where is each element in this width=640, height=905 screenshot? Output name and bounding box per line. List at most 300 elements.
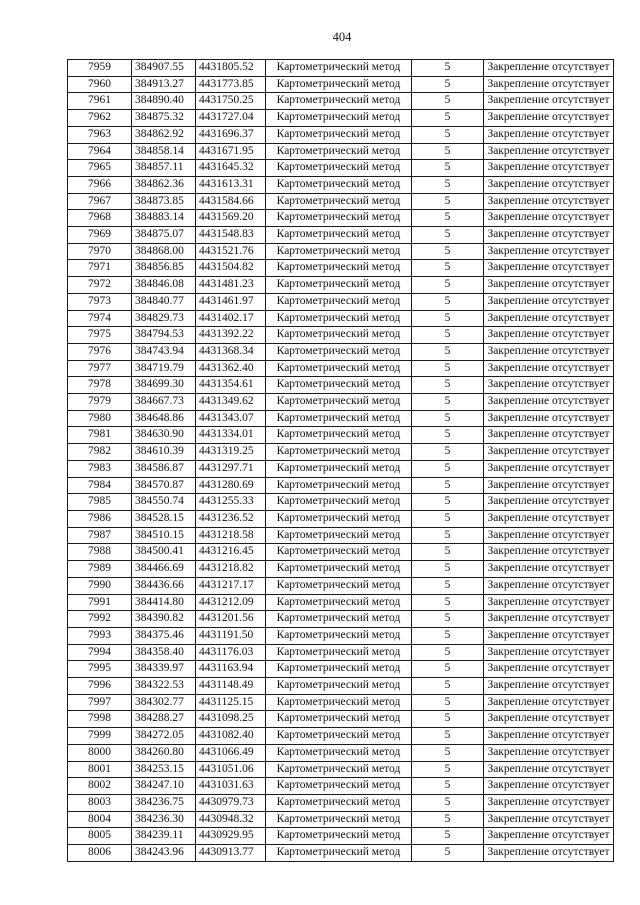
x-coordinate-cell: 384907.55 xyxy=(132,60,196,77)
accuracy-cell: 5 xyxy=(412,160,484,177)
point-number-cell: 8005 xyxy=(68,828,132,845)
y-coordinate-cell: 4431349.62 xyxy=(196,394,266,411)
table-row xyxy=(68,828,614,845)
x-coordinate-cell: 384868.00 xyxy=(132,243,196,260)
x-coordinate-cell: 384857.11 xyxy=(132,160,196,177)
fixation-cell: Закрепление отсутствует xyxy=(484,260,614,277)
x-coordinate-cell: 384586.87 xyxy=(132,460,196,477)
point-number-cell: 7963 xyxy=(68,126,132,143)
point-number-cell: 7961 xyxy=(68,93,132,110)
table-row xyxy=(68,627,614,644)
y-coordinate-cell: 4431548.83 xyxy=(196,227,266,244)
accuracy-cell: 5 xyxy=(412,694,484,711)
y-coordinate-cell: 4431148.49 xyxy=(196,678,266,695)
y-coordinate-cell: 4431521.76 xyxy=(196,243,266,260)
table-row xyxy=(68,327,614,344)
accuracy-cell: 5 xyxy=(412,794,484,811)
y-coordinate-cell: 4431696.37 xyxy=(196,126,266,143)
fixation-cell: Закрепление отсутствует xyxy=(484,210,614,227)
x-coordinate-cell: 384840.77 xyxy=(132,293,196,310)
x-coordinate-cell: 384260.80 xyxy=(132,744,196,761)
fixation-cell: Закрепление отсутствует xyxy=(484,728,614,745)
y-coordinate-cell: 4431773.85 xyxy=(196,76,266,93)
method-cell: Картометрический метод xyxy=(266,176,412,193)
accuracy-cell: 5 xyxy=(412,76,484,93)
y-coordinate-cell: 4431613.31 xyxy=(196,176,266,193)
point-number-cell: 7985 xyxy=(68,494,132,511)
x-coordinate-cell: 384528.15 xyxy=(132,510,196,527)
table-row xyxy=(68,110,614,127)
y-coordinate-cell: 4431671.95 xyxy=(196,143,266,160)
x-coordinate-cell: 384253.15 xyxy=(132,761,196,778)
method-cell: Картометрический метод xyxy=(266,76,412,93)
fixation-cell: Закрепление отсутствует xyxy=(484,594,614,611)
point-number-cell: 8004 xyxy=(68,811,132,828)
table-row xyxy=(68,160,614,177)
fixation-cell: Закрепление отсутствует xyxy=(484,510,614,527)
method-cell: Картометрический метод xyxy=(266,193,412,210)
method-cell: Картометрический метод xyxy=(266,761,412,778)
table-row xyxy=(68,93,614,110)
y-coordinate-cell: 4431569.20 xyxy=(196,210,266,227)
method-cell: Картометрический метод xyxy=(266,644,412,661)
table-row xyxy=(68,644,614,661)
fixation-cell: Закрепление отсутствует xyxy=(484,678,614,695)
point-number-cell: 8006 xyxy=(68,845,132,862)
point-number-cell: 7981 xyxy=(68,427,132,444)
table-row xyxy=(68,594,614,611)
coordinates-table xyxy=(67,59,614,862)
y-coordinate-cell: 4431297.71 xyxy=(196,460,266,477)
point-number-cell: 8002 xyxy=(68,778,132,795)
accuracy-cell: 5 xyxy=(412,427,484,444)
x-coordinate-cell: 384667.73 xyxy=(132,394,196,411)
table-row xyxy=(68,694,614,711)
method-cell: Картометрический метод xyxy=(266,210,412,227)
fixation-cell: Закрепление отсутствует xyxy=(484,176,614,193)
y-coordinate-cell: 4431402.17 xyxy=(196,310,266,327)
accuracy-cell: 5 xyxy=(412,110,484,127)
point-number-cell: 7976 xyxy=(68,343,132,360)
y-coordinate-cell: 4431354.61 xyxy=(196,377,266,394)
x-coordinate-cell: 384846.08 xyxy=(132,277,196,294)
fixation-cell: Закрепление отсутствует xyxy=(484,845,614,862)
y-coordinate-cell: 4431805.52 xyxy=(196,60,266,77)
y-coordinate-cell: 4431392.22 xyxy=(196,327,266,344)
x-coordinate-cell: 384436.66 xyxy=(132,577,196,594)
y-coordinate-cell: 4430948.32 xyxy=(196,811,266,828)
point-number-cell: 7982 xyxy=(68,444,132,461)
accuracy-cell: 5 xyxy=(412,510,484,527)
x-coordinate-cell: 384236.75 xyxy=(132,794,196,811)
y-coordinate-cell: 4431750.25 xyxy=(196,93,266,110)
x-coordinate-cell: 384239.11 xyxy=(132,828,196,845)
table-row xyxy=(68,444,614,461)
fixation-cell: Закрепление отсутствует xyxy=(484,494,614,511)
method-cell: Картометрический метод xyxy=(266,561,412,578)
table-row xyxy=(68,494,614,511)
x-coordinate-cell: 384414.80 xyxy=(132,594,196,611)
accuracy-cell: 5 xyxy=(412,343,484,360)
y-coordinate-cell: 4431201.56 xyxy=(196,611,266,628)
method-cell: Картометрический метод xyxy=(266,460,412,477)
y-coordinate-cell: 4431125.15 xyxy=(196,694,266,711)
fixation-cell: Закрепление отсутствует xyxy=(484,160,614,177)
x-coordinate-cell: 384500.41 xyxy=(132,544,196,561)
x-coordinate-cell: 384243.96 xyxy=(132,845,196,862)
fixation-cell: Закрепление отсутствует xyxy=(484,611,614,628)
y-coordinate-cell: 4431216.45 xyxy=(196,544,266,561)
method-cell: Картометрический метод xyxy=(266,227,412,244)
x-coordinate-cell: 384862.36 xyxy=(132,176,196,193)
point-number-cell: 7975 xyxy=(68,327,132,344)
accuracy-cell: 5 xyxy=(412,711,484,728)
point-number-cell: 7984 xyxy=(68,477,132,494)
fixation-cell: Закрепление отсутствует xyxy=(484,143,614,160)
point-number-cell: 7970 xyxy=(68,243,132,260)
point-number-cell: 8003 xyxy=(68,794,132,811)
y-coordinate-cell: 4431191.50 xyxy=(196,627,266,644)
method-cell: Картометрический метод xyxy=(266,110,412,127)
x-coordinate-cell: 384719.79 xyxy=(132,360,196,377)
fixation-cell: Закрепление отсутствует xyxy=(484,310,614,327)
y-coordinate-cell: 4431176.03 xyxy=(196,644,266,661)
table-row xyxy=(68,611,614,628)
accuracy-cell: 5 xyxy=(412,527,484,544)
table-row xyxy=(68,260,614,277)
y-coordinate-cell: 4431727.04 xyxy=(196,110,266,127)
x-coordinate-cell: 384875.32 xyxy=(132,110,196,127)
accuracy-cell: 5 xyxy=(412,410,484,427)
point-number-cell: 7966 xyxy=(68,176,132,193)
point-number-cell: 7978 xyxy=(68,377,132,394)
table-row xyxy=(68,310,614,327)
table-row xyxy=(68,243,614,260)
y-coordinate-cell: 4431343.07 xyxy=(196,410,266,427)
y-coordinate-cell: 4431481.23 xyxy=(196,277,266,294)
point-number-cell: 7974 xyxy=(68,310,132,327)
x-coordinate-cell: 384302.77 xyxy=(132,694,196,711)
coordinates-table-body xyxy=(68,60,614,862)
method-cell: Картометрический метод xyxy=(266,728,412,745)
fixation-cell: Закрепление отсутствует xyxy=(484,394,614,411)
fixation-cell: Закрепление отсутствует xyxy=(484,360,614,377)
x-coordinate-cell: 384390.82 xyxy=(132,611,196,628)
y-coordinate-cell: 4430979.73 xyxy=(196,794,266,811)
table-row xyxy=(68,377,614,394)
x-coordinate-cell: 384699.30 xyxy=(132,377,196,394)
point-number-cell: 7962 xyxy=(68,110,132,127)
y-coordinate-cell: 4430913.77 xyxy=(196,845,266,862)
accuracy-cell: 5 xyxy=(412,728,484,745)
y-coordinate-cell: 4431066.49 xyxy=(196,744,266,761)
table-row xyxy=(68,176,614,193)
x-coordinate-cell: 384862.92 xyxy=(132,126,196,143)
fixation-cell: Закрепление отсутствует xyxy=(484,644,614,661)
y-coordinate-cell: 4431212.09 xyxy=(196,594,266,611)
x-coordinate-cell: 384288.27 xyxy=(132,711,196,728)
fixation-cell: Закрепление отсутствует xyxy=(484,427,614,444)
method-cell: Картометрический метод xyxy=(266,527,412,544)
y-coordinate-cell: 4431645.32 xyxy=(196,160,266,177)
accuracy-cell: 5 xyxy=(412,661,484,678)
point-number-cell: 7980 xyxy=(68,410,132,427)
point-number-cell: 7969 xyxy=(68,227,132,244)
accuracy-cell: 5 xyxy=(412,644,484,661)
table-row xyxy=(68,126,614,143)
table-row xyxy=(68,427,614,444)
accuracy-cell: 5 xyxy=(412,544,484,561)
method-cell: Картометрический метод xyxy=(266,377,412,394)
accuracy-cell: 5 xyxy=(412,811,484,828)
x-coordinate-cell: 384466.69 xyxy=(132,561,196,578)
accuracy-cell: 5 xyxy=(412,243,484,260)
table-row xyxy=(68,394,614,411)
x-coordinate-cell: 384375.46 xyxy=(132,627,196,644)
method-cell: Картометрический метод xyxy=(266,343,412,360)
accuracy-cell: 5 xyxy=(412,143,484,160)
accuracy-cell: 5 xyxy=(412,260,484,277)
method-cell: Картометрический метод xyxy=(266,694,412,711)
method-cell: Картометрический метод xyxy=(266,611,412,628)
fixation-cell: Закрепление отсутствует xyxy=(484,243,614,260)
fixation-cell: Закрепление отсутствует xyxy=(484,527,614,544)
method-cell: Картометрический метод xyxy=(266,260,412,277)
fixation-cell: Закрепление отсутствует xyxy=(484,126,614,143)
fixation-cell: Закрепление отсутствует xyxy=(484,227,614,244)
point-number-cell: 8000 xyxy=(68,744,132,761)
fixation-cell: Закрепление отсутствует xyxy=(484,577,614,594)
x-coordinate-cell: 384322.53 xyxy=(132,678,196,695)
y-coordinate-cell: 4431218.82 xyxy=(196,561,266,578)
accuracy-cell: 5 xyxy=(412,494,484,511)
point-number-cell: 7988 xyxy=(68,544,132,561)
point-number-cell: 7972 xyxy=(68,277,132,294)
table-row xyxy=(68,711,614,728)
accuracy-cell: 5 xyxy=(412,377,484,394)
table-row xyxy=(68,193,614,210)
accuracy-cell: 5 xyxy=(412,778,484,795)
fixation-cell: Закрепление отсутствует xyxy=(484,93,614,110)
point-number-cell: 7973 xyxy=(68,293,132,310)
method-cell: Картометрический метод xyxy=(266,744,412,761)
fixation-cell: Закрепление отсутствует xyxy=(484,377,614,394)
point-number-cell: 7996 xyxy=(68,678,132,695)
x-coordinate-cell: 384648.86 xyxy=(132,410,196,427)
page-number: 404 xyxy=(332,30,352,44)
method-cell: Картометрический метод xyxy=(266,394,412,411)
x-coordinate-cell: 384630.90 xyxy=(132,427,196,444)
accuracy-cell: 5 xyxy=(412,193,484,210)
fixation-cell: Закрепление отсутствует xyxy=(484,627,614,644)
point-number-cell: 7997 xyxy=(68,694,132,711)
x-coordinate-cell: 384550.74 xyxy=(132,494,196,511)
point-number-cell: 7965 xyxy=(68,160,132,177)
accuracy-cell: 5 xyxy=(412,60,484,77)
method-cell: Картометрический метод xyxy=(266,93,412,110)
y-coordinate-cell: 4431217.17 xyxy=(196,577,266,594)
method-cell: Картометрический метод xyxy=(266,277,412,294)
x-coordinate-cell: 384358.40 xyxy=(132,644,196,661)
x-coordinate-cell: 384339.97 xyxy=(132,661,196,678)
accuracy-cell: 5 xyxy=(412,678,484,695)
fixation-cell: Закрепление отсутствует xyxy=(484,444,614,461)
method-cell: Картометрический метод xyxy=(266,828,412,845)
point-number-cell: 7999 xyxy=(68,728,132,745)
accuracy-cell: 5 xyxy=(412,460,484,477)
table-row xyxy=(68,527,614,544)
x-coordinate-cell: 384890.40 xyxy=(132,93,196,110)
point-number-cell: 7998 xyxy=(68,711,132,728)
x-coordinate-cell: 384247.10 xyxy=(132,778,196,795)
table-row xyxy=(68,277,614,294)
point-number-cell: 7990 xyxy=(68,577,132,594)
fixation-cell: Закрепление отсутствует xyxy=(484,561,614,578)
fixation-cell: Закрепление отсутствует xyxy=(484,811,614,828)
accuracy-cell: 5 xyxy=(412,444,484,461)
point-number-cell: 7971 xyxy=(68,260,132,277)
y-coordinate-cell: 4431362.40 xyxy=(196,360,266,377)
method-cell: Картометрический метод xyxy=(266,410,412,427)
x-coordinate-cell: 384856.85 xyxy=(132,260,196,277)
x-coordinate-cell: 384858.14 xyxy=(132,143,196,160)
x-coordinate-cell: 384272.05 xyxy=(132,728,196,745)
accuracy-cell: 5 xyxy=(412,93,484,110)
point-number-cell: 7968 xyxy=(68,210,132,227)
point-number-cell: 7994 xyxy=(68,644,132,661)
point-number-cell: 7960 xyxy=(68,76,132,93)
fixation-cell: Закрепление отсутствует xyxy=(484,544,614,561)
method-cell: Картометрический метод xyxy=(266,327,412,344)
method-cell: Картометрический метод xyxy=(266,243,412,260)
method-cell: Картометрический метод xyxy=(266,143,412,160)
y-coordinate-cell: 4431031.63 xyxy=(196,778,266,795)
fixation-cell: Закрепление отсутствует xyxy=(484,343,614,360)
fixation-cell: Закрепление отсутствует xyxy=(484,460,614,477)
fixation-cell: Закрепление отсутствует xyxy=(484,828,614,845)
fixation-cell: Закрепление отсутствует xyxy=(484,193,614,210)
method-cell: Картометрический метод xyxy=(266,310,412,327)
table-row xyxy=(68,845,614,862)
fixation-cell: Закрепление отсутствует xyxy=(484,293,614,310)
accuracy-cell: 5 xyxy=(412,210,484,227)
fixation-cell: Закрепление отсутствует xyxy=(484,711,614,728)
x-coordinate-cell: 384743.94 xyxy=(132,343,196,360)
table-row xyxy=(68,678,614,695)
x-coordinate-cell: 384883.14 xyxy=(132,210,196,227)
accuracy-cell: 5 xyxy=(412,594,484,611)
y-coordinate-cell: 4431461.97 xyxy=(196,293,266,310)
accuracy-cell: 5 xyxy=(412,761,484,778)
accuracy-cell: 5 xyxy=(412,227,484,244)
x-coordinate-cell: 384570.87 xyxy=(132,477,196,494)
method-cell: Картометрический метод xyxy=(266,126,412,143)
table-row xyxy=(68,561,614,578)
point-number-cell: 7995 xyxy=(68,661,132,678)
fixation-cell: Закрепление отсутствует xyxy=(484,76,614,93)
fixation-cell: Закрепление отсутствует xyxy=(484,661,614,678)
y-coordinate-cell: 4430929.95 xyxy=(196,828,266,845)
method-cell: Картометрический метод xyxy=(266,360,412,377)
method-cell: Картометрический метод xyxy=(266,811,412,828)
accuracy-cell: 5 xyxy=(412,327,484,344)
x-coordinate-cell: 384610.39 xyxy=(132,444,196,461)
table-row xyxy=(68,510,614,527)
method-cell: Картометрический метод xyxy=(266,778,412,795)
accuracy-cell: 5 xyxy=(412,611,484,628)
y-coordinate-cell: 4431082.40 xyxy=(196,728,266,745)
y-coordinate-cell: 4431280.69 xyxy=(196,477,266,494)
method-cell: Картометрический метод xyxy=(266,678,412,695)
accuracy-cell: 5 xyxy=(412,293,484,310)
method-cell: Картометрический метод xyxy=(266,711,412,728)
table-row xyxy=(68,778,614,795)
point-number-cell: 7987 xyxy=(68,527,132,544)
method-cell: Картометрический метод xyxy=(266,510,412,527)
accuracy-cell: 5 xyxy=(412,394,484,411)
y-coordinate-cell: 4431051.06 xyxy=(196,761,266,778)
accuracy-cell: 5 xyxy=(412,360,484,377)
point-number-cell: 7977 xyxy=(68,360,132,377)
table-row xyxy=(68,293,614,310)
accuracy-cell: 5 xyxy=(412,828,484,845)
table-row xyxy=(68,60,614,77)
table-row xyxy=(68,477,614,494)
x-coordinate-cell: 384794.53 xyxy=(132,327,196,344)
accuracy-cell: 5 xyxy=(412,277,484,294)
method-cell: Картометрический метод xyxy=(266,661,412,678)
method-cell: Картометрический метод xyxy=(266,594,412,611)
method-cell: Картометрический метод xyxy=(266,494,412,511)
table-row xyxy=(68,811,614,828)
method-cell: Картометрический метод xyxy=(266,845,412,862)
method-cell: Картометрический метод xyxy=(266,627,412,644)
table-row xyxy=(68,761,614,778)
method-cell: Картометрический метод xyxy=(266,293,412,310)
table-row xyxy=(68,76,614,93)
fixation-cell: Закрепление отсутствует xyxy=(484,327,614,344)
point-number-cell: 7986 xyxy=(68,510,132,527)
y-coordinate-cell: 4431098.25 xyxy=(196,711,266,728)
table-row xyxy=(68,794,614,811)
fixation-cell: Закрепление отсутствует xyxy=(484,794,614,811)
method-cell: Картометрический метод xyxy=(266,577,412,594)
point-number-cell: 8001 xyxy=(68,761,132,778)
point-number-cell: 7993 xyxy=(68,627,132,644)
table-row xyxy=(68,343,614,360)
method-cell: Картометрический метод xyxy=(266,160,412,177)
y-coordinate-cell: 4431319.25 xyxy=(196,444,266,461)
point-number-cell: 7964 xyxy=(68,143,132,160)
accuracy-cell: 5 xyxy=(412,845,484,862)
y-coordinate-cell: 4431255.33 xyxy=(196,494,266,511)
y-coordinate-cell: 4431504.82 xyxy=(196,260,266,277)
y-coordinate-cell: 4431163.94 xyxy=(196,661,266,678)
table-row xyxy=(68,728,614,745)
x-coordinate-cell: 384236.30 xyxy=(132,811,196,828)
y-coordinate-cell: 4431334.01 xyxy=(196,427,266,444)
table-row xyxy=(68,143,614,160)
x-coordinate-cell: 384875.07 xyxy=(132,227,196,244)
table-row xyxy=(68,210,614,227)
method-cell: Картометрический метод xyxy=(266,477,412,494)
method-cell: Картометрический метод xyxy=(266,60,412,77)
accuracy-cell: 5 xyxy=(412,310,484,327)
y-coordinate-cell: 4431236.52 xyxy=(196,510,266,527)
fixation-cell: Закрепление отсутствует xyxy=(484,744,614,761)
point-number-cell: 7991 xyxy=(68,594,132,611)
accuracy-cell: 5 xyxy=(412,561,484,578)
